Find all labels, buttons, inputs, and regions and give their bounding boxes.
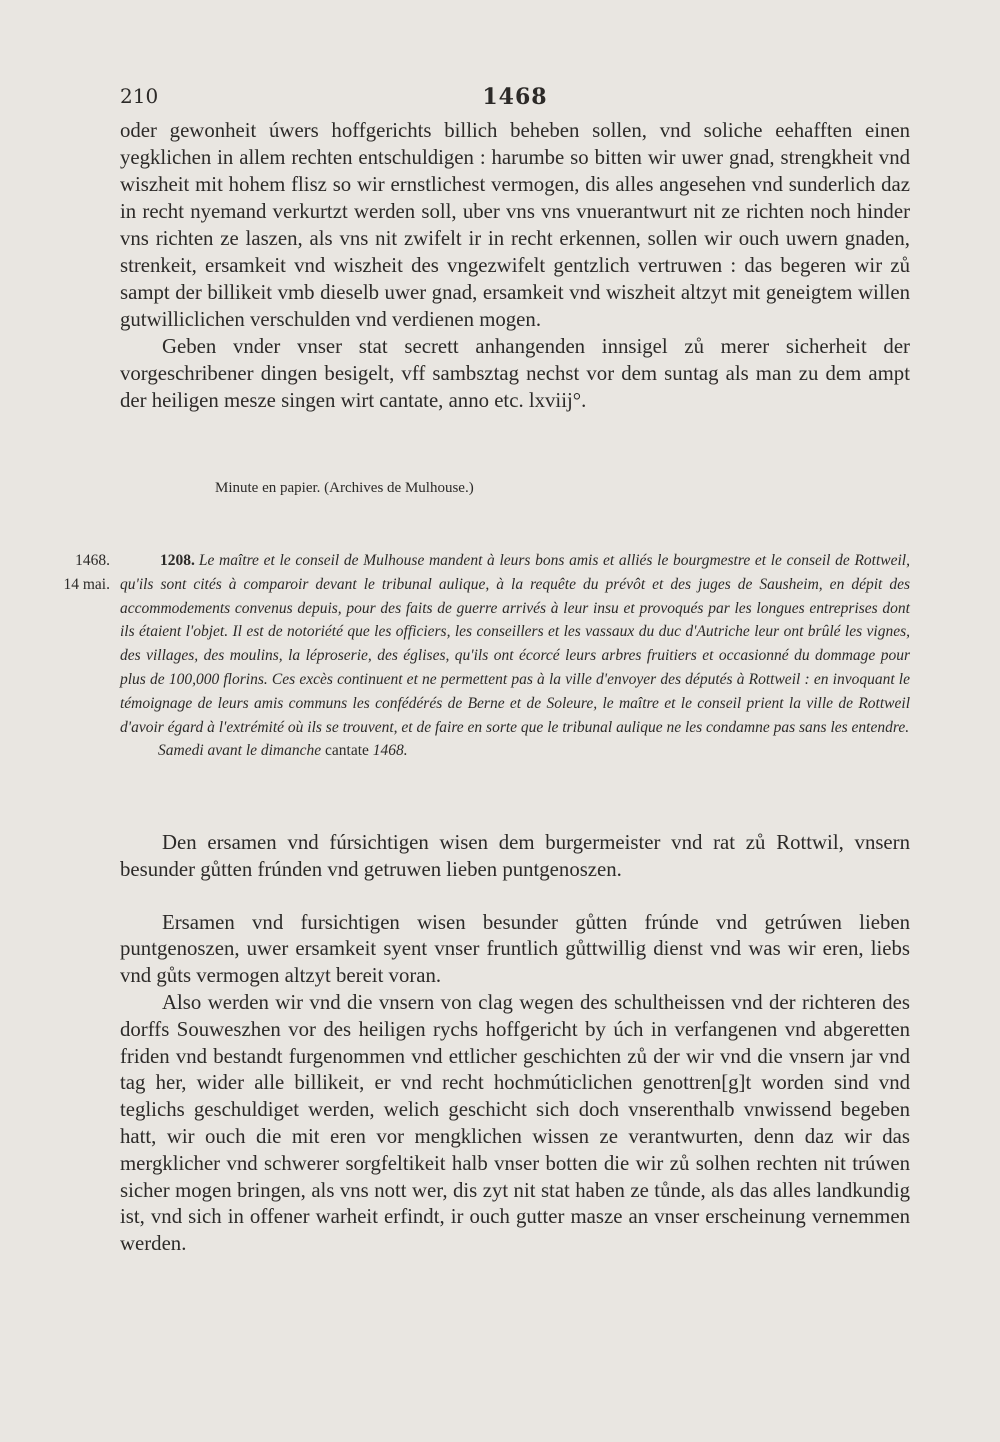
main-paragraph-1: oder gewonheit úwers hoffgerichts billich beheben sollen, vnd soliche eehafften einen yegklichen in allem rechten entschuldigen : harumbe so bitten wir uwer gnad, strengkheit vnd wiszheit mit hohem flisz so wir ernstlichest vermogen, dis alles angesehen vnd sunderlich daz in recht nyemand verkurtzt werden soll, uber vns vns vnuerantwurt nit ze richten noch hinder vns richten ze laszen, als vns nit zwifelt ir in recht erkennen, sollen wir ouch uwern gnaden, strenkeit, ersamkeit vnd wiszheit des vngezwifelt gentzlich vertruwen : das begeren wir zů sampt der billikeit vmb dieselb uwer gnad, ersamkeit vnd wiszheit altzyt mit geneigtem willen gutwilliclichen verschulden vnd verdienen mogen.: [120, 119, 910, 331]
main-paragraph-2: Geben vnder vnser stat secrett anhangenden innsigel zů merer sicherheit der vorgeschribener dingen besigelt, vff sambsztag nechst vor dem suntag als man zu dem ampt der heiligen mesze singen wirt cantate, anno etc. lxviij°.: [120, 335, 910, 412]
letter-text: [120, 830, 910, 1258]
date-year: 1468.: [372, 742, 408, 760]
regest-summary: [120, 549, 910, 763]
margin-day: 14 mai.: [63, 576, 110, 593]
spacer: [120, 884, 910, 910]
date-feast: cantate: [325, 742, 369, 760]
page-number: 210: [120, 84, 159, 108]
letter-body: Also werden wir vnd die vnsern von clag wegen des schultheissen vnd der richteren des dorffs Souweszhen vor des heiligen rychs hoffgericht by úch in verfangenen vnd abgeretten friden vnd bestandt furgenommen vnd ettlicher geschichten zů der wir vnd die vnsern jar vnd tag her, wider alle billikeit, er vnd recht hochmúticlichen genottren[g]t worden sind vnd teglichs geschuldiget werden, welich geschicht sich doch vnserenthalb vnwissend begeben hatt, wir ouch die mit eren vor mengklichen wissen ze verantwurten, denn daz wir das mergklicher vnd schwerer sorgfeltikeit halb vnser botten die wir zů solhen rechten nit trúwen sicher mogen bringen, als vns nott wer, dis zyt nit stat haben ze tůnde, als das alles landkundig ist, vnd sich in offener warheit erfindt, ir ouch gutter masze an vnser erscheinung vernemmen werden.: [120, 990, 910, 1256]
regest-paragraph: [120, 549, 910, 739]
margin-date: [30, 549, 110, 597]
entry-number: 1208.: [160, 552, 195, 569]
main-text-block: [120, 117, 910, 414]
letter-address: Den ersamen vnd fúrsichtigen wisen dem burgermeister vnd rat zů Rottwil, vnsern besunder gůtten frúnden vnd getruwen lieben puntgenoszen.: [120, 831, 910, 881]
margin-year: 1468.: [75, 552, 110, 569]
regest-text: Le maître et le conseil de Mulhouse mandent à leurs bons amis et alliés le bourgmestre et le conseil de Rottweil, qu'ils sont cités à comparoir devant le tribunal aulique, à la requête du prévôt et des juges de Sausheim, en dépit des accommodements convenus depuis, pour des faits de guerre arrivés à leur insu et provoqués par les longues entreprises dont ils étaient l'objet. Il est de notoriété que les officiers, les conseillers et les vassaux du duc d'Autriche leur ont brûlé les vignes, des villages, des moulins, la léproserie, des églises, qu'ils ont écorcé leurs arbres fruitiers et occasionné du dommage pour plus de 100,000 florins. Ces excès continuent et ne permettent pas à la ville d'envoyer des députés à Rottweil : en invoquant le témoignage de leurs amis communs les confédérés de Berne et de Soleure, le maître et le conseil prient la ville de Rottweil d'avoir égard à l'extrémité où ils se trouvent, et de faire en sorte que le tribunal aulique ne les condamne pas sans les entendre.: [120, 552, 910, 736]
date-prefix: Samedi avant le dimanche: [158, 742, 322, 760]
running-header-year: 1468: [482, 84, 548, 110]
page-header: [120, 84, 910, 114]
regest-date-line: [158, 739, 910, 763]
letter-salutation: Ersamen vnd fursichtigen wisen besunder gůtten frúnde vnd getrúwen lieben puntgenoszen, uwer ersamkeit syent vnser fruntlich gůttwillig dienst vnd was wir eren, liebs vnd gůts vermogen altzyt bereit voran.: [120, 910, 910, 988]
source-note: Minute en papier. (Archives de Mulhouse.): [215, 480, 474, 496]
